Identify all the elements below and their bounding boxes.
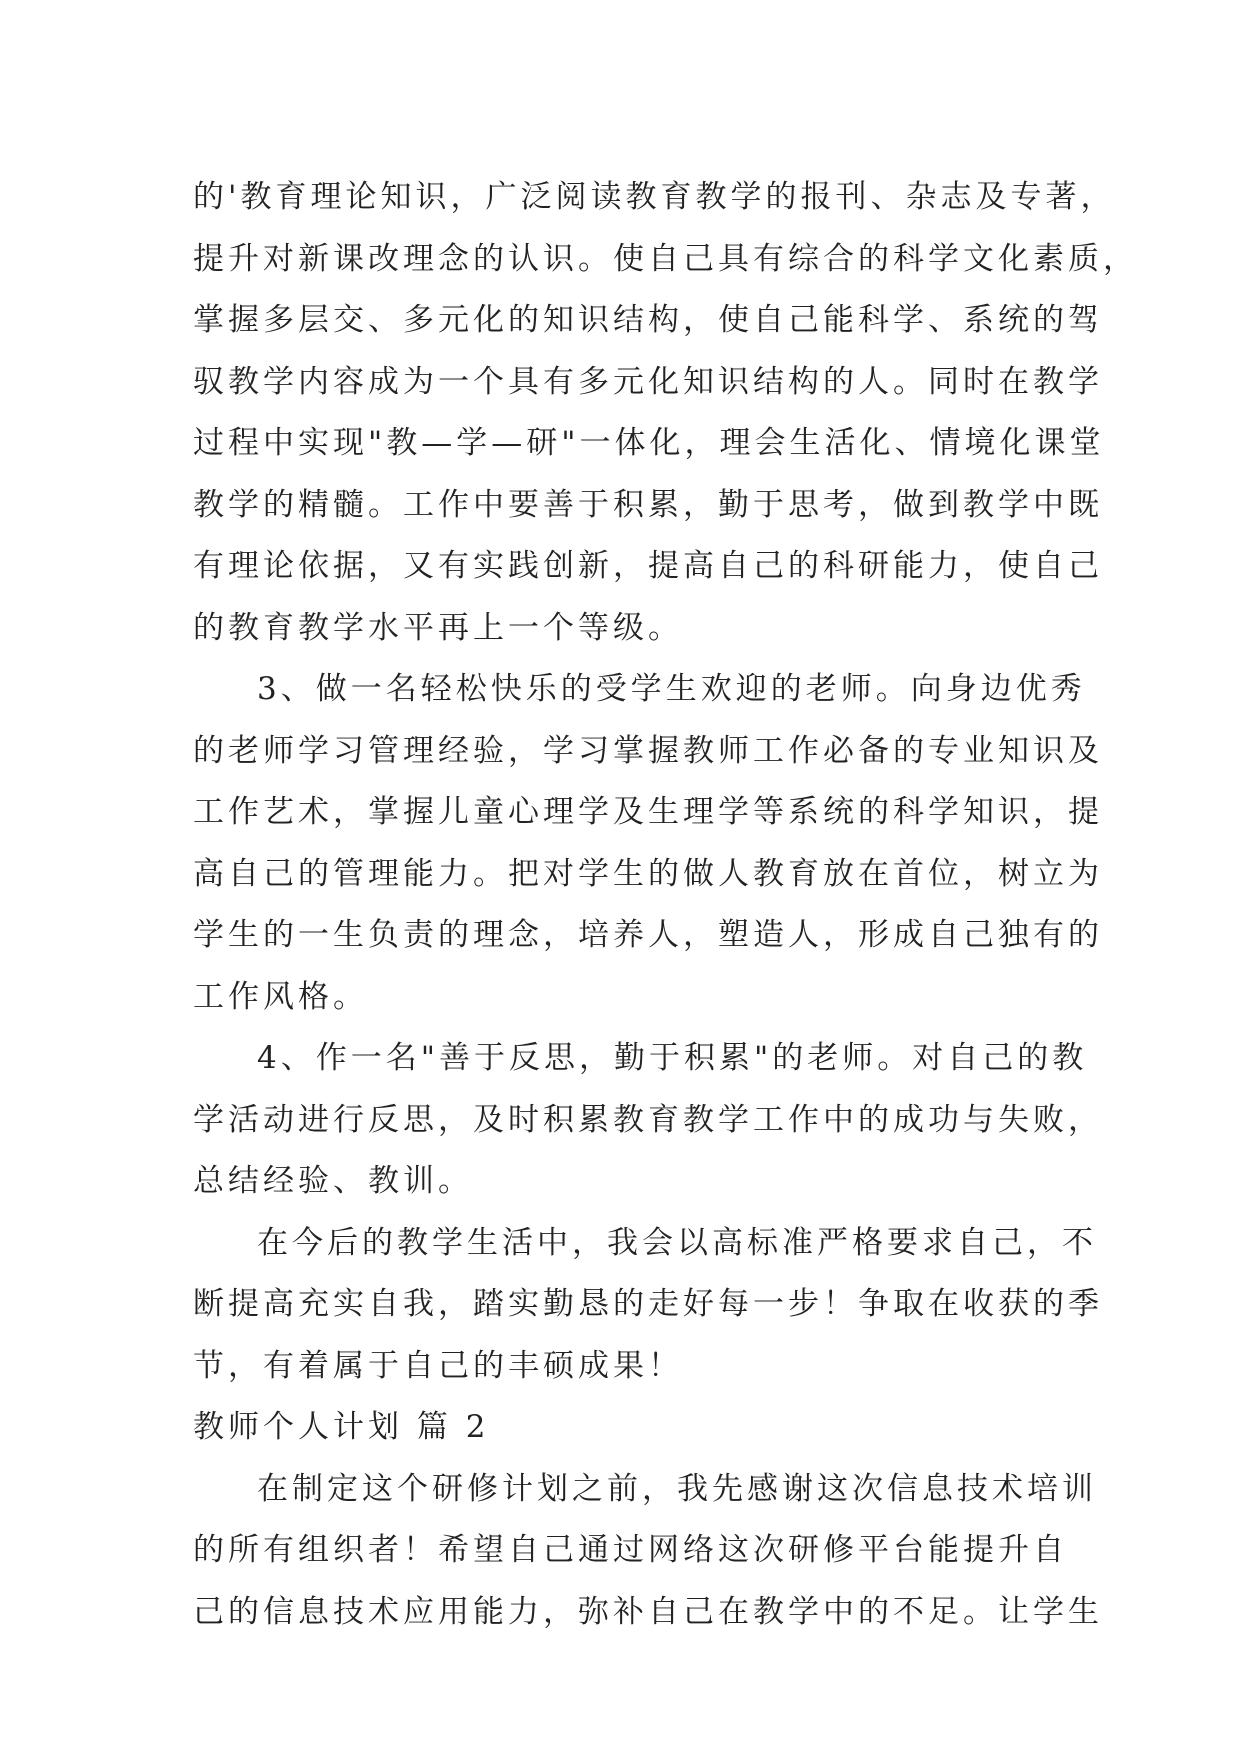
body-line: 学活动进行反思，及时积累教育教学工作中的成功与失败，	[193, 1101, 1103, 1138]
paragraph-first-line: 在今后的教学生活中，我会以高标准严格要求自己，不	[257, 1224, 1097, 1261]
body-line: 的教育教学水平再上一个等级。	[193, 609, 683, 646]
body-line: 工作艺术，掌握儿童心理学及生理学等系统的科学知识，提	[193, 794, 1103, 830]
body-line: 提升对新课改理念的认识。使自己具有综合的科学文化素质，	[193, 240, 1138, 277]
body-line: 的所有组织者！希望自己通过网络这次研修平台能提升自	[193, 1532, 1068, 1568]
body-line: 有理论依据，又有实践创新，提高自己的科研能力，使自己	[193, 548, 1103, 584]
paragraph-first-line: 在制定这个研修计划之前，我先感谢这次信息技术培训	[257, 1470, 1097, 1507]
body-line: 驭教学内容成为一个具有多元化知识结构的人。同时在教学	[193, 363, 1103, 400]
document-body	[193, 167, 1138, 1643]
body-line: 总结经验、教训。	[193, 1163, 473, 1199]
body-line: 掌握多层交、多元化的知识结构，使自己能科学、系统的驾	[193, 302, 1103, 338]
body-line: 断提高充实自我，踏实勤恳的走好每一步！争取在收获的季	[193, 1286, 1103, 1322]
body-line: 工作风格。	[193, 978, 368, 1015]
section-heading: 教师个人计划 篇 2	[193, 1409, 490, 1445]
paragraph-first-line: 3、做一名轻松快乐的受学生欢迎的老师。向身边优秀	[257, 671, 1086, 707]
body-line: 高自己的管理能力。把对学生的做人教育放在首位，树立为	[193, 855, 1103, 892]
body-line: 节，有着属于自己的丰硕成果！	[193, 1347, 683, 1384]
body-line: 己的信息技术应用能力，弥补自己在教学中的不足。让学生	[193, 1593, 1103, 1630]
body-line: 的老师学习管理经验，学习掌握教师工作必备的专业知识及	[193, 732, 1103, 769]
body-line: 学生的一生负责的理念，培养人，塑造人，形成自己独有的	[193, 917, 1103, 953]
body-line: 过程中实现"教—学—研"一体化，理会生活化、情境化课堂	[193, 425, 1105, 461]
body-line: 教学的精髓。工作中要善于积累，勤于思考，做到教学中既	[193, 486, 1103, 523]
body-line: 的'教育理论知识，广泛阅读教育教学的报刊、杂志及专著，	[193, 179, 1116, 215]
paragraph-first-line: 4、作一名"善于反思，勤于积累"的老师。对自己的教	[257, 1040, 1088, 1076]
